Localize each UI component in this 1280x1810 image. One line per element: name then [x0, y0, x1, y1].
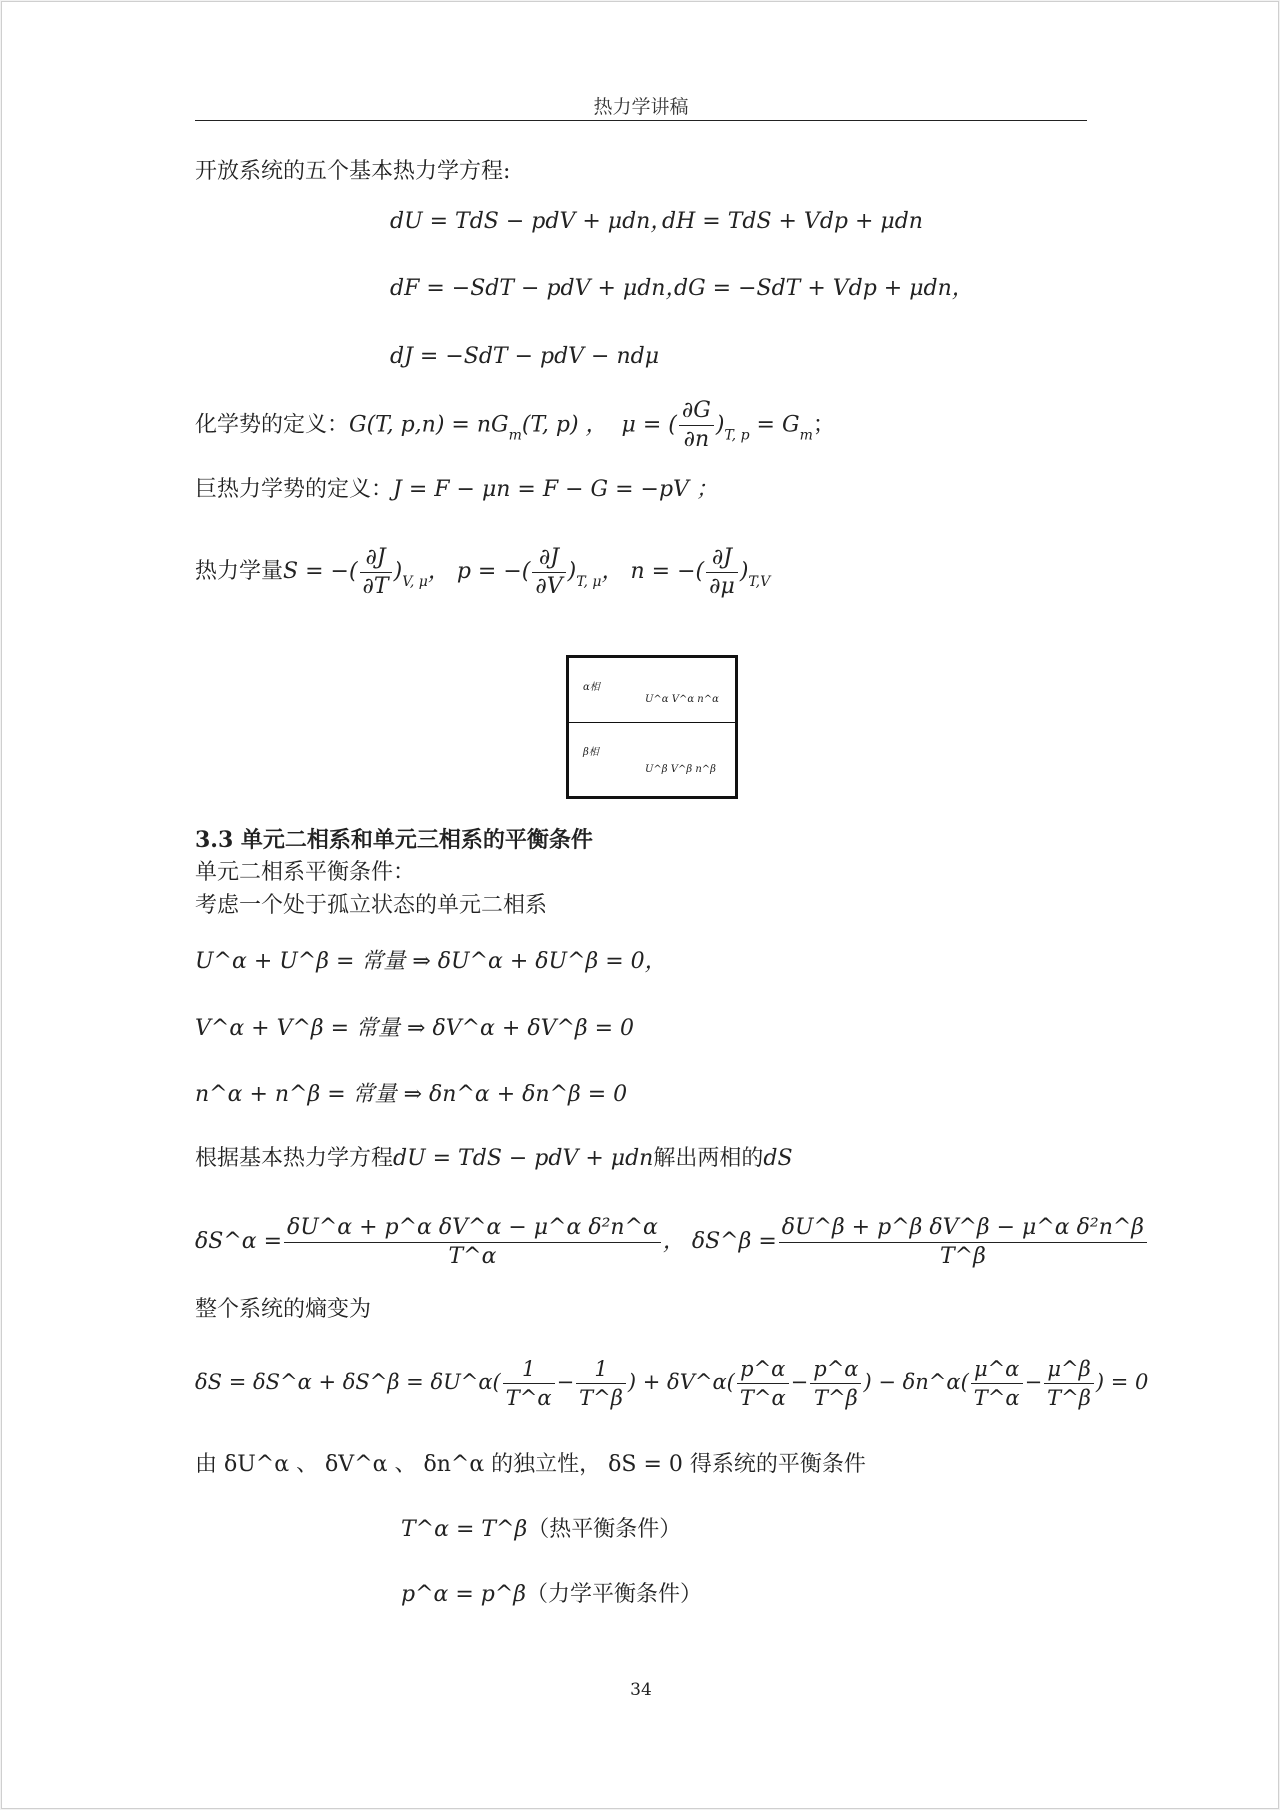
fraction [576, 1355, 626, 1412]
fraction [503, 1355, 555, 1412]
solve-text [195, 1144, 793, 1174]
numerator: p^α [810, 1355, 861, 1384]
section-heading: 3.3 单元二相系和单元三相系的平衡条件 [195, 827, 593, 853]
phase-divider [569, 722, 735, 723]
denominator: T^β [813, 1386, 858, 1410]
eq-V-conservation: V^α + V^β = 常量 ⇒ δV^α + δV^β = 0 [195, 1016, 635, 1041]
numerator: μ^α [971, 1355, 1023, 1384]
fraction [706, 544, 738, 601]
numerator: ∂G [679, 397, 714, 426]
eq-U-conservation: U^α + U^β = 常量 ⇒ δU^α + δU^β = 0， [195, 949, 667, 974]
denominator: ∂μ [709, 573, 735, 599]
document-page [1, 1, 1279, 1809]
te-part: ) − δn^α( [863, 1370, 969, 1394]
header-rule [195, 120, 1087, 121]
denominator: T^α [505, 1386, 552, 1410]
alpha-phase-vars: U^α V^α n^α [645, 694, 719, 705]
numerator: μ^β [1044, 1355, 1094, 1384]
numerator: p^α [737, 1355, 789, 1384]
beta-phase-label: β相 [583, 747, 599, 758]
denominator: ∂T [362, 573, 389, 599]
denominator: ∂V [535, 573, 563, 599]
fraction [737, 1355, 789, 1412]
mech-eq: p^α = p^β [401, 1582, 527, 1607]
thermal-equilibrium [401, 1515, 681, 1545]
thermal-label: （热平衡条件） [527, 1517, 682, 1542]
two-phase-diagram [566, 655, 738, 799]
independence-text: 由 δU^α 、 δV^α 、 δn^α 的独立性， δS = 0 得系统的平衡条件 [195, 1452, 866, 1477]
thermo-quantities-line: 热力学量S = −( $\frac{\partial J}{\partial T}$ )$_{V, \mu}$， p = −( $\frac{\partial J}{\partial V}$ )$_{T, \mu}$， n = −( $\frac{\partial J}{\partial\mu}$ )$_{T,V}$ [195, 544, 771, 599]
numerator: ∂J [532, 544, 565, 573]
gm-term: = G [749, 412, 800, 438]
fraction [679, 397, 714, 454]
total-entropy-eq [195, 1347, 1148, 1417]
fraction [360, 544, 392, 601]
chem-potential-eq1: G(T, p,n) = nG [349, 412, 509, 438]
isolated-system-desc: 考虑一个处于孤立状态的单元二相系 [195, 893, 548, 918]
te-part: ) = 0 [1095, 1370, 1149, 1394]
eq-dF: dF = −SdT − pdV + μdn， [390, 276, 688, 301]
subscript: V, μ [402, 574, 428, 590]
numerator: ∂J [706, 544, 738, 573]
chem-potential-label: 化学势的定义： [195, 412, 350, 438]
mech-label: （力学平衡条件） [526, 1582, 703, 1607]
te-part: δS = δS^α + δS^β = δU^α( [195, 1370, 501, 1394]
denominator: T^β [1047, 1386, 1091, 1410]
eq-n-conservation: n^α + n^β = 常量 ⇒ δn^α + δn^β = 0 [195, 1082, 628, 1107]
denominator: T^α [973, 1386, 1020, 1410]
tq-S: S = −( [283, 559, 358, 584]
dS-beta-left: ， δS^β = [662, 1229, 777, 1254]
te-part: ) + δV^α( [627, 1370, 735, 1394]
fraction [1044, 1355, 1094, 1412]
subscript: m [508, 427, 522, 444]
minus: − [556, 1370, 575, 1394]
dS-alpha-left: δS^α = [195, 1229, 283, 1254]
fraction [779, 1214, 1147, 1271]
eq-dG: dG = −SdT + Vdp + μdn， [674, 276, 974, 301]
numerator: δU^β + p^β δV^β − μ^α δ²n^β [779, 1214, 1147, 1243]
numerator: δU^α + p^α δV^α − μ^α δ²n^α [284, 1214, 661, 1243]
fraction [532, 544, 565, 601]
denominator: T^α [739, 1386, 786, 1410]
fraction [810, 1355, 861, 1412]
numerator: 1 [576, 1355, 626, 1384]
denominator: T^β [579, 1386, 623, 1410]
subscript: T, μ [576, 574, 602, 590]
grand-potential-eq: J = F − μn = F − G = −pV ； [393, 477, 718, 502]
denominator: ∂n [683, 427, 710, 452]
minus: − [1024, 1370, 1043, 1394]
page-number: 34 [630, 1680, 652, 1700]
grand-potential-label: 巨热力学势的定义： [195, 477, 394, 502]
solve-text-eq: dU = TdS − pdV + μdn [393, 1146, 654, 1171]
eq-dJ: dJ = −SdT − pdV − ndμ [390, 344, 660, 369]
tq-n: ， n = −( [601, 559, 705, 584]
beta-phase-vars: U^β V^β n^β [645, 764, 716, 775]
chem-potential-eq1-tail: (T, p) ， [521, 412, 608, 438]
grand-potential-line [195, 475, 718, 505]
subscript: m [799, 427, 813, 444]
fraction [284, 1214, 661, 1271]
chem-potential-line: 化学势的定义：G(T, $p,n) = nG_m(T$, p) ， μ = ( $\frac{\partial G}{\partial n}$ )$_{T, p} = G_m$； [195, 398, 835, 452]
thermo-quantities-label: 热力学量 [195, 559, 284, 584]
tq-p: ， p = −( [427, 559, 531, 584]
solve-text-ds: dS [763, 1146, 793, 1171]
denominator: T^α [448, 1243, 497, 1269]
mechanical-equilibrium [401, 1580, 702, 1610]
fraction [971, 1355, 1023, 1412]
solve-text-part: 解出两相的 [653, 1146, 764, 1171]
solve-text-part: 根据基本热力学方程 [195, 1146, 394, 1171]
thermal-eq: T^α = T^β [401, 1517, 528, 1542]
dS-phase-equations [195, 1207, 1149, 1277]
running-header: 热力学讲稿 [593, 96, 689, 118]
minus: − [790, 1370, 809, 1394]
eq-dU: dU = TdS − pdV + μdn， [390, 209, 673, 234]
two-phase-title: 单元二相系平衡条件： [195, 860, 416, 885]
mu-def: μ = ( [621, 412, 677, 438]
semicolon: ； [812, 412, 835, 438]
subscript: T, p [724, 427, 750, 444]
numerator: ∂J [360, 544, 392, 573]
denominator: T^β [939, 1243, 986, 1269]
numerator: 1 [503, 1355, 555, 1384]
entropy-change-text: 整个系统的熵变为 [195, 1297, 372, 1322]
open-system-title: 开放系统的五个基本热力学方程: [195, 159, 511, 184]
eq-dH: dH = TdS + Vdp + μdn [662, 209, 923, 234]
subscript: T,V [748, 574, 771, 590]
alpha-phase-label: α相 [583, 682, 600, 693]
